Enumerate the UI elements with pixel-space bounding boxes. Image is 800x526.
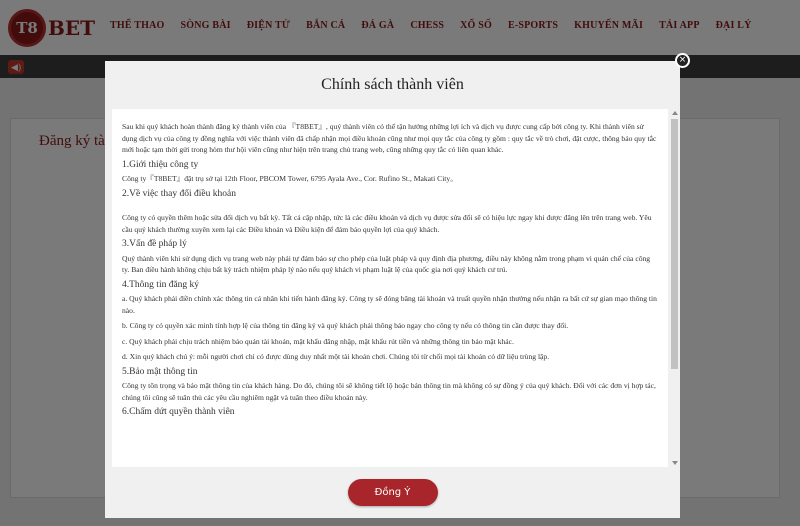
member-policy-modal: [105, 61, 680, 518]
close-icon[interactable]: ×: [675, 53, 690, 68]
policy-intro: Sau khi quý khách hoàn thành đăng ký thành viên của 『T8BET』, quý thành viên có thể tận hưởng những lợi ích và dịch vụ được cung cấp bởi công ty. Khi thành viên sử dụng dịch vụ của công ty đồng nghĩa với việc thành viên đã chấp nhận mọi điều khoản cũng như mọi quy tắc của công ty gồm : quy tắc về trò chơi, đặt cược, thông báo quy tắc mới hoặc tạm thời gửi trong hòm thư hội viên cũng như hiện trên trang chủ trang web, cũng những quy tắc có liên quan khác.: [122, 122, 657, 154]
policy-content[interactable]: [112, 109, 668, 467]
scroll-down-arrow-icon[interactable]: [672, 461, 678, 465]
registration-rule-c: c. Quý khách phải chịu trách nhiệm bảo quản tài khoản, mật khẩu đăng nhập, mật khẩu rút tiền và những thông tin bảo mật khác.: [122, 336, 514, 346]
content-scrollbar[interactable]: [670, 109, 679, 467]
agree-button[interactable]: Đồng Ý: [348, 479, 438, 506]
modal-header: [105, 61, 680, 108]
section-text-privacy: Công ty tôn trọng và bảo mật thông tin của khách hàng. Do đó, chúng tôi sẽ không tiết lộ hoặc bán thông tin mà không có sự đồng ý của quý khách. Đối với các đơn vị hợp tác, chúng tôi cũng sẽ tuân thủ các yêu cầu nghiêm ngặt và tuân theo điều khoản này.: [122, 381, 656, 402]
scroll-thumb[interactable]: [671, 119, 678, 369]
section-title-privacy: 5.Bảo mật thông tin: [122, 366, 198, 377]
section-text-legal: Quý thành viên khi sử dụng dịch vụ trang web này phải tự đảm bảo sự cho phép của luật pháp và quy định địa phương, điều này không nằm trong phạm vi quản chế của công ty. Ban điều hành không chịu bất kỳ trách nhiệm pháp lý nào nếu quý khách vi phạm luật lệ của quốc gia nơi quý khách cư trú.: [122, 253, 651, 274]
section-title-registration: 4.Thông tin đăng ký: [122, 279, 200, 290]
scroll-up-arrow-icon[interactable]: [672, 111, 678, 115]
registration-rule-b: b. Công ty có quyền xác minh tính hợp lệ của thông tin đăng ký và quý khách phải thông báo ngay cho công ty nếu có thông tin cần được thay đổi.: [122, 321, 569, 330]
registration-rule-a: a. Quý khách phải điền chính xác thông tin cá nhân khi tiến hành đăng ký. Công ty sẽ đóng băng tài khoản và truất quyền nhận thưởng nếu nhận ra bất cứ sự gian mạo thông tin nào.: [122, 294, 657, 315]
modal-title: Chính sách thành viên: [321, 75, 464, 93]
section-title-legal: 3.Vấn đề pháp lý: [122, 239, 187, 249]
section-title-termination: 6.Chấm dứt quyền thành viên: [122, 407, 235, 417]
section-text-company: Công ty『T8BET』đặt trụ sở tại 12th Floor, PBCOM Tower, 6795 Ayala Ave., Cor. Rufino St., Makati City。: [122, 174, 458, 183]
section-title-terms-change: 2.Về việc thay đổi điều khoản: [122, 188, 236, 199]
registration-rule-d: d. Xin quý khách chú ý: mỗi người chơi chỉ có được dùng duy nhất một tài khoản chơi. Chúng tôi từ chối mọi tài khoản có dữ liệu trùng lặp.: [122, 352, 550, 361]
section-title-company: 1.Giới thiệu công ty: [122, 159, 199, 170]
section-text-terms-change: Công ty có quyền thêm hoặc sửa đổi dịch vụ bất kỳ. Tất cả cập nhập, tức là các điều khoản và dịch vụ được sửa đổi sẽ có hiệu lực ngay khi được đăng lên trên trang web. Yêu cầu quý khách thường xuyên xem lại các Điều khoản và Điều kiện để đảm bảo quyền lợi của quý khách.: [122, 213, 652, 234]
modal-footer: [105, 467, 680, 518]
